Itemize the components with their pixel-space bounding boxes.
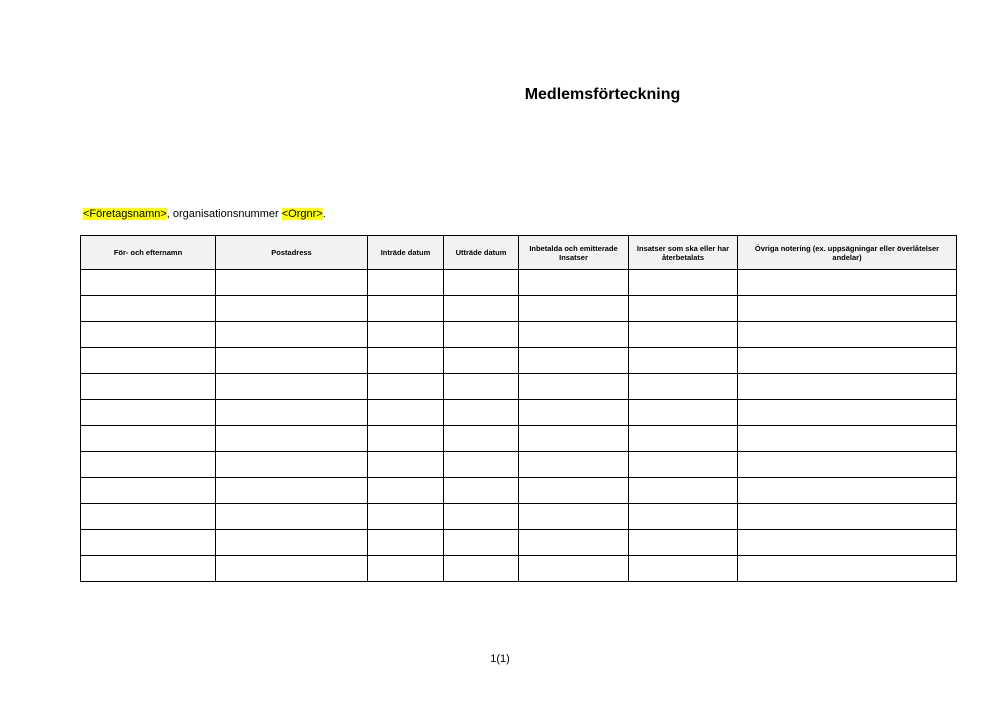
table-row [81, 556, 957, 582]
table-cell[interactable] [738, 530, 957, 556]
table-cell[interactable] [444, 322, 519, 348]
table-cell[interactable] [629, 400, 738, 426]
table-cell[interactable] [81, 270, 216, 296]
table-row [81, 426, 957, 452]
table-row [81, 478, 957, 504]
table-cell[interactable] [444, 296, 519, 322]
table-cell[interactable] [216, 270, 368, 296]
table-cell[interactable] [368, 270, 444, 296]
table-cell[interactable] [81, 556, 216, 582]
table-cell[interactable] [368, 478, 444, 504]
company-name-placeholder: <Företagsnamn> [83, 208, 167, 220]
table-cell[interactable] [444, 478, 519, 504]
table-cell[interactable] [738, 556, 957, 582]
table-cell[interactable] [444, 426, 519, 452]
column-header-refunded-contributions: Insatser som ska eller har återbetalats [629, 236, 738, 270]
table-cell[interactable] [444, 374, 519, 400]
table-cell[interactable] [216, 348, 368, 374]
table-cell[interactable] [444, 556, 519, 582]
table-cell[interactable] [519, 478, 629, 504]
table-cell[interactable] [444, 530, 519, 556]
table-cell[interactable] [629, 452, 738, 478]
table-cell[interactable] [81, 478, 216, 504]
table-row [81, 296, 957, 322]
table-cell[interactable] [81, 452, 216, 478]
table-row [81, 504, 957, 530]
table-cell[interactable] [738, 400, 957, 426]
page-number: 1(1) [490, 653, 510, 665]
company-separator-text: , organisationsnummer [166, 208, 282, 220]
table-body [81, 270, 957, 582]
table-cell[interactable] [216, 504, 368, 530]
table-cell[interactable] [519, 270, 629, 296]
table-cell[interactable] [629, 556, 738, 582]
table-row [81, 452, 957, 478]
table-row [81, 530, 957, 556]
table-cell[interactable] [368, 296, 444, 322]
table-cell[interactable] [216, 374, 368, 400]
table-cell[interactable] [368, 530, 444, 556]
column-header-other-notes: Övriga notering (ex. uppsägningar eller överlåtelser andelar) [738, 236, 957, 270]
table-cell[interactable] [81, 400, 216, 426]
column-header-entry-date: Inträde datum [368, 236, 444, 270]
table-cell[interactable] [738, 504, 957, 530]
table-cell[interactable] [519, 452, 629, 478]
table-cell[interactable] [81, 504, 216, 530]
table-cell[interactable] [81, 322, 216, 348]
table-cell[interactable] [519, 400, 629, 426]
table-cell[interactable] [444, 400, 519, 426]
column-header-name: För- och efternamn [81, 236, 216, 270]
table-cell[interactable] [738, 426, 957, 452]
table-cell[interactable] [368, 400, 444, 426]
table-cell[interactable] [519, 296, 629, 322]
table-cell[interactable] [738, 452, 957, 478]
table-cell[interactable] [629, 426, 738, 452]
table-cell[interactable] [519, 374, 629, 400]
table-cell[interactable] [368, 426, 444, 452]
table-cell[interactable] [629, 296, 738, 322]
table-cell[interactable] [444, 452, 519, 478]
table-cell[interactable] [738, 322, 957, 348]
table-cell[interactable] [368, 374, 444, 400]
table-cell[interactable] [738, 348, 957, 374]
table-cell[interactable] [81, 296, 216, 322]
column-header-address: Postadress [216, 236, 368, 270]
table-cell[interactable] [629, 322, 738, 348]
table-cell[interactable] [519, 530, 629, 556]
table-cell[interactable] [738, 270, 957, 296]
column-header-exit-date: Utträde datum [444, 236, 519, 270]
table-cell[interactable] [519, 504, 629, 530]
table-cell[interactable] [738, 374, 957, 400]
table-cell[interactable] [738, 478, 957, 504]
table-cell[interactable] [629, 504, 738, 530]
table-cell[interactable] [519, 322, 629, 348]
table-row [81, 348, 957, 374]
table-cell[interactable] [216, 478, 368, 504]
table-cell[interactable] [368, 322, 444, 348]
table-row [81, 400, 957, 426]
orgnr-placeholder: <Orgnr> [281, 208, 323, 220]
table-cell[interactable] [216, 530, 368, 556]
table-cell[interactable] [216, 296, 368, 322]
table-cell[interactable] [519, 426, 629, 452]
table-cell[interactable] [519, 556, 629, 582]
table-cell[interactable] [216, 452, 368, 478]
table-cell[interactable] [629, 478, 738, 504]
table-row [81, 322, 957, 348]
table-cell[interactable] [216, 400, 368, 426]
company-line-end: . [322, 208, 326, 220]
table-cell[interactable] [629, 348, 738, 374]
table-cell[interactable] [629, 374, 738, 400]
document-title: Medlemsförteckning [524, 86, 681, 103]
table-cell[interactable] [81, 348, 216, 374]
table-cell[interactable] [216, 322, 368, 348]
table-cell[interactable] [444, 270, 519, 296]
table-cell[interactable] [629, 530, 738, 556]
table-cell[interactable] [216, 426, 368, 452]
table-header-row [81, 236, 957, 270]
table-cell[interactable] [368, 556, 444, 582]
table-cell[interactable] [738, 296, 957, 322]
column-header-paid-contributions: Inbetalda och emitterade Insatser [519, 236, 629, 270]
table-cell[interactable] [629, 270, 738, 296]
company-info-line [83, 207, 326, 221]
table-cell[interactable] [368, 348, 444, 374]
table-cell[interactable] [216, 556, 368, 582]
table-cell[interactable] [444, 348, 519, 374]
table-cell[interactable] [444, 504, 519, 530]
table-cell[interactable] [519, 348, 629, 374]
table-cell[interactable] [81, 426, 216, 452]
table-cell[interactable] [81, 530, 216, 556]
table-row [81, 270, 957, 296]
table-cell[interactable] [81, 374, 216, 400]
table-cell[interactable] [368, 504, 444, 530]
table-cell[interactable] [368, 452, 444, 478]
member-register-table [80, 235, 957, 582]
table-row [81, 374, 957, 400]
